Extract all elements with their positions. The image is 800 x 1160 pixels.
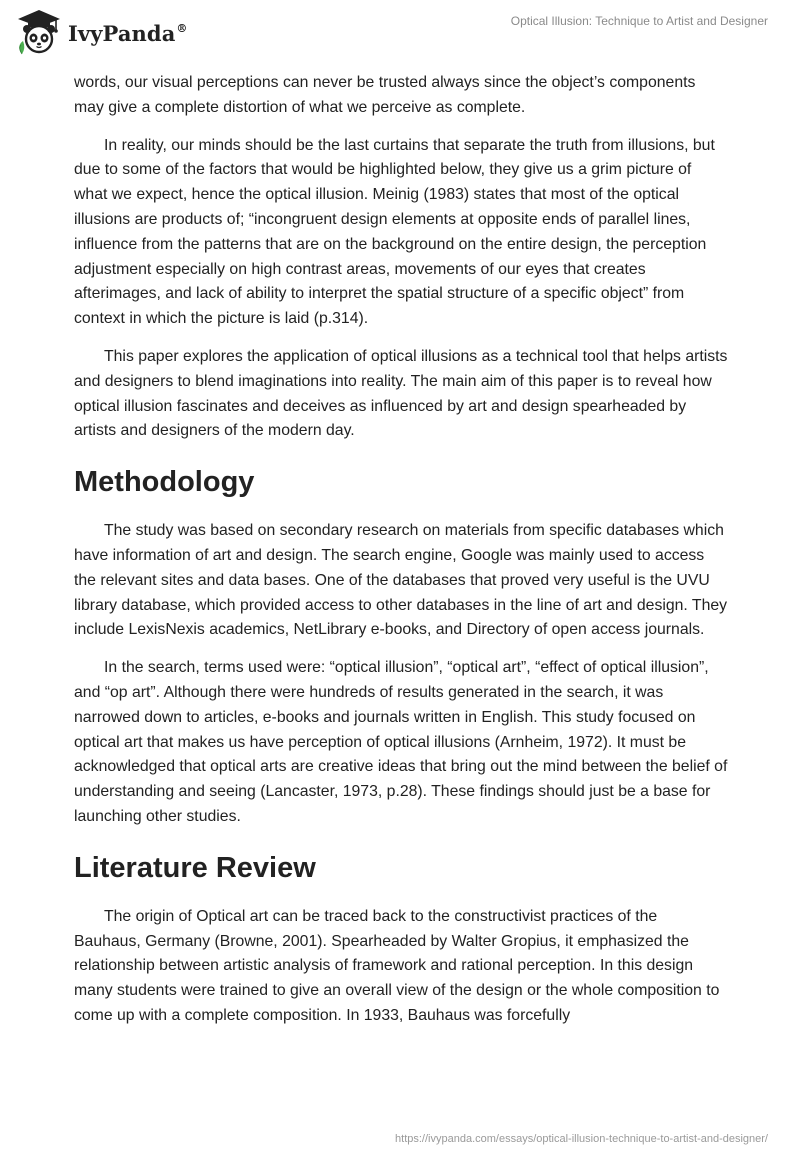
paragraph: In reality, our minds should be the last curtains that separate the truth from illusions, but due to some of the factors that would be highlighted below, they give us a grim picture of what we expect, hence the optical illusion. Meinig (1983) states that most of the optical illusions are products of; “incongruent design elements at opposite ends of parallel lines, influence from the patterns that are on the background on the entire design, the perception adjustment especially on high contrast areas, movements of our eyes that creates afterimages, and lack of ability to interpret the spatial structure of a specific object” from context in which the picture is laid (p.314). xyxy=(74,136,715,328)
registered-mark: ® xyxy=(176,21,188,35)
document-title: Optical Illusion: Technique to Artist and Designer xyxy=(510,14,768,28)
paragraph: This paper explores the application of optical illusions as a technical tool that helps artists and designers to blend imaginations into reality. The main aim of this paper is to reveal how optical illusion fascinates and deceives as influenced by art and design spearheaded by artists and designers of the modern day. xyxy=(74,347,728,440)
section-heading-methodology: Methodology xyxy=(74,466,255,499)
brand-logo[interactable] xyxy=(14,8,188,56)
page-header xyxy=(0,0,800,70)
paragraph: words, our visual perceptions can never be trusted always since the object’s components may give a complete distortion of what we perceive as complete. xyxy=(74,74,696,116)
paragraph: The study was based on secondary research on materials from specific databases which have information of art and design. The search engine, Google was mainly used to access the relevant sites and data bases. One of the databases that proved very useful is the UVU library database, which provided access to other databases in the line of art and design. They include LexisNexis academics, NetLibrary e-books, and Directory of open access journals. xyxy=(74,522,728,639)
source-url[interactable]: https://ivypanda.com/essays/optical-illusion-technique-to-artist-and-designer/ xyxy=(395,1133,768,1145)
essay-body xyxy=(74,71,728,1042)
panda-graduate-icon xyxy=(14,8,64,56)
paragraph: In the search, terms used were: “optical illusion”, “optical art”, “effect of optical illusion”, and “op art”. Although there were hundreds of results generated in the search, it was narrowed down to articles, e-books and journals written in English. This study focused on optical art that makes us have perception of optical illusions (Arnheim, 1972). It must be acknowledged that optical arts are creative ideas that bring out the mind between the belief of understanding and seeing (Lancaster, 1973, p.28). These findings should just be a base for launching other studies. xyxy=(74,659,728,825)
paragraph: The origin of Optical art can be traced back to the constructivist practices of the Bauhaus, Germany (Browne, 2001). Spearheaded by Walter Gropius, it emphasized the relationship between artistic analysis of framework and rational perception. In this design many students were trained to give an overall view of the design or the whole composition to come up with a complete composition. In 1933, Bauhaus was forcefully xyxy=(74,907,720,1024)
section-heading-literature-review: Literature Review xyxy=(74,851,316,884)
brand-name: IvyPanda® xyxy=(68,20,188,46)
